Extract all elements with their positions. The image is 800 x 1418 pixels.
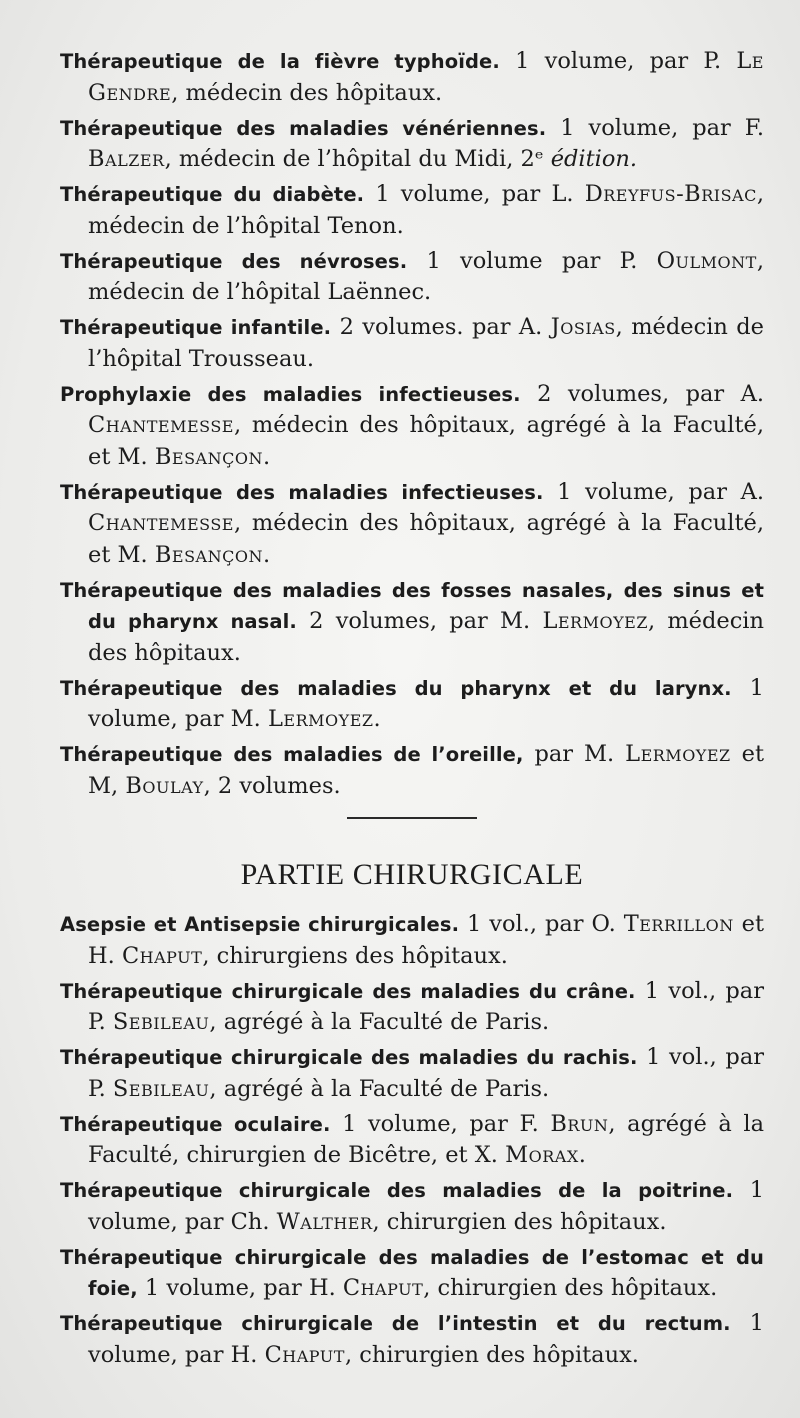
entry-coauthor: Morax: [505, 1142, 579, 1168]
entry-author: Sebileau: [112, 1009, 210, 1035]
catalog-entry: [60, 477, 764, 572]
catalog-entry: [60, 1109, 764, 1172]
entry-title: Thérapeutique oculaire.: [60, 1112, 331, 1136]
entry-text: 1 volume, par P.: [499, 48, 737, 74]
entry-text: , agrégé à la Faculté, chirurgien de Bicêtre, et X.: [88, 1110, 764, 1168]
catalog-entry: [60, 1042, 764, 1105]
entry-title: Thérapeutique chirurgicale des maladies de l’estomac et du foie,: [60, 1245, 764, 1300]
catalog-entry: [60, 739, 764, 802]
entry-text: , chirurgien des hôpitaux.: [344, 1341, 639, 1368]
catalog-entry: [60, 1175, 764, 1238]
entry-text: 1 volume, par A.: [543, 478, 764, 505]
entry-title: Asepsie et Antisepsie chirurgicales.: [60, 913, 460, 936]
entry-coauthor: Boulay: [125, 772, 204, 799]
entry-text: par M.: [523, 741, 626, 767]
catalog-entry: [60, 575, 764, 670]
entry-title: Thérapeutique chirurgicale des maladies du crâne.: [60, 979, 636, 1003]
entry-text: et M,: [88, 741, 764, 799]
entry-text: , chirurgien des hôpitaux.: [372, 1208, 667, 1235]
catalog-entry: [60, 1242, 764, 1305]
entry-author: Josias: [550, 314, 616, 340]
entry-text: , médecin de l’hôpital du Midi, 2ᵉ: [164, 146, 551, 172]
entry-coauthor: Besançon.: [154, 443, 271, 470]
entry-text: 2 volumes, par A.: [520, 380, 764, 407]
entry-text: 1 volume, par H.: [137, 1275, 343, 1301]
entry-title: Thérapeutique du diabète.: [60, 183, 365, 206]
entry-text: 1 volume, par M.: [88, 674, 764, 732]
entry-title: Thérapeutique des névroses.: [60, 249, 408, 273]
catalog-entry: [60, 246, 764, 309]
entry-text: 1 volume, par F.: [330, 1110, 551, 1137]
catalog-entry: [60, 46, 764, 109]
entry-author: Lermoyez: [542, 608, 648, 634]
entry-text: , médecin des hôpitaux.: [88, 608, 764, 666]
entry-text: , médecin des hôpitaux, agrégé à la Faculté, et M.: [88, 412, 764, 470]
entry-author: Oulmont: [656, 247, 757, 274]
entry-text: 1 volume, par Ch.: [88, 1177, 765, 1235]
entry-coauthor: Besançon.: [154, 541, 271, 568]
section-title: PARTIE CHIRURGICALE: [240, 858, 584, 891]
entry-title: Thérapeutique des maladies vénériennes.: [60, 116, 547, 140]
entry-text: 1 volume, par L.: [364, 181, 585, 207]
entry-text: , agrégé à la Faculté de Paris.: [209, 1009, 550, 1035]
entry-text: , agrégé à la Faculté de Paris.: [209, 1075, 550, 1102]
entry-title: Thérapeutique chirurgicale des maladies de la poitrine.: [60, 1179, 734, 1202]
entry-title: Thérapeutique des maladies des fosses nasales, des sinus et du pharynx nasal.: [60, 578, 764, 633]
entry-text: , médecin des hôpitaux, agrégé à la Faculté, et M.: [88, 510, 764, 568]
entry-author: Chaput: [342, 1275, 424, 1301]
entry-text: 2 volumes, par M.: [296, 608, 543, 634]
entry-title: Thérapeutique de la fièvre typhoïde.: [60, 50, 500, 73]
entry-coauthor: Chaput: [121, 942, 203, 969]
entry-text: 1 volume par P.: [407, 247, 657, 274]
entry-author: Lermoyez.: [267, 706, 382, 732]
entry-text: , médecin de l’hôpital Tenon.: [88, 181, 764, 239]
entry-author: Sebileau: [112, 1075, 210, 1102]
entry-text: 1 vol., par P.: [88, 1044, 764, 1102]
entry-title: Thérapeutique infantile.: [60, 316, 332, 339]
catalog-entry: [60, 673, 764, 736]
entry-title: Thérapeutique chirurgicale des maladies du rachis.: [60, 1046, 638, 1069]
surgical-therapeutics-list: [60, 909, 764, 1371]
entry-text: , médecin de l’hôpital Laënnec.: [88, 247, 764, 305]
catalog-entry: [60, 113, 764, 176]
entry-author: Chantemesse: [88, 510, 234, 536]
entry-author: Balzer: [88, 146, 165, 172]
catalog-entry: [60, 179, 764, 242]
entry-title: Thérapeutique des maladies du pharynx et du larynx.: [60, 676, 732, 700]
entry-author: Dreyfus-Brisac: [584, 181, 757, 207]
entry-author: Walther: [276, 1208, 373, 1235]
catalog-entry: [60, 379, 764, 474]
entry-text: 2 volumes. par A.: [331, 314, 551, 340]
catalog-entry: [60, 976, 764, 1039]
entry-title: Thérapeutique des maladies infectieuses.: [60, 480, 544, 504]
entry-text: , 2 volumes.: [203, 772, 341, 799]
entry-author: Lermoyez: [625, 741, 731, 767]
catalog-entry: [60, 1308, 764, 1371]
entry-author: Terrillon: [623, 911, 734, 937]
entry-text: , chirurgien des hôpitaux.: [423, 1275, 718, 1301]
entry-author: Brun: [550, 1110, 609, 1137]
entry-text: et H.: [88, 911, 765, 969]
entry-title: Prophylaxie des maladies infectieuses.: [60, 382, 521, 406]
entry-author: Le Gendre: [88, 48, 764, 106]
entry-author: Chantemesse: [88, 412, 234, 438]
entry-text: 1 volume, par H.: [88, 1310, 764, 1368]
entry-title: Thérapeutique des maladies de l’oreille,: [60, 743, 524, 766]
entry-edition: édition.: [550, 146, 638, 172]
entry-title: Thérapeutique chirurgicale de l’intestin et du rectum.: [60, 1312, 731, 1335]
entry-text: .: [578, 1142, 586, 1168]
entry-text: , médecin des hôpitaux.: [171, 79, 443, 106]
entry-text: , médecin de l’hôpital Trousseau.: [88, 314, 764, 372]
section-divider: [347, 817, 477, 819]
entry-text: , chirurgiens des hôpitaux.: [202, 942, 508, 969]
entry-text: 1 volume, par F.: [546, 114, 764, 141]
medical-therapeutics-list: [60, 46, 764, 802]
entry-text: 1 vol., par P.: [88, 977, 764, 1035]
entry-author: Chaput: [264, 1341, 345, 1368]
entry-text: 1 vol., par O.: [459, 911, 624, 937]
catalog-entry: [60, 312, 764, 375]
catalog-entry: [60, 909, 764, 972]
